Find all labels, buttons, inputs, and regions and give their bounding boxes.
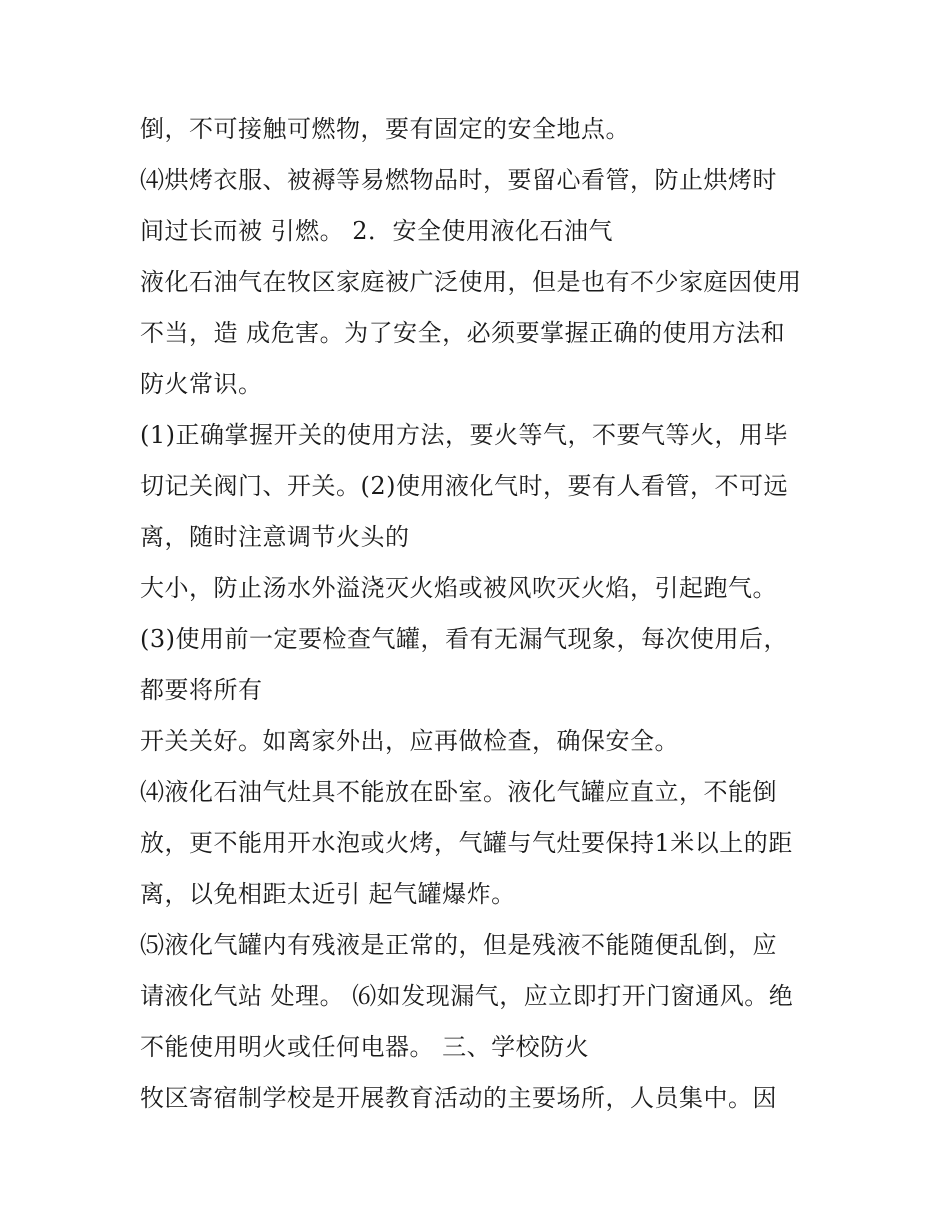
- body-text: [140, 104, 820, 1124]
- text-line: 放，更不能用开水泡或火烤，气罐与气灶要保持1米以上的距: [140, 829, 793, 857]
- text-line: 开关关好。如离家外出，应再做检查，确保安全。: [140, 727, 679, 755]
- text-line: 请液化气站 处理。 ⑹如发现漏气，应立即打开门窗通风。绝: [140, 982, 794, 1010]
- text-line: 都要将所有: [140, 676, 263, 704]
- text-line: ⑸液化气罐内有残液是正常的，但是残液不能随便乱倒，应: [140, 931, 777, 959]
- text-line: 防火常识。: [140, 370, 263, 398]
- text-line: 切记关阀门、开关。(2)使用液化气时，要有人看管，不可远: [140, 472, 788, 500]
- text-line: 不当，造 成危害。为了安全，必须要掌握正确的使用方法和: [140, 319, 786, 347]
- text-line: 牧区寄宿制学校是开展教育活动的主要场所，人员集中。因: [140, 1084, 777, 1112]
- text-line: (1)正确掌握开关的使用方法，要火等气，不要气等火，用毕: [140, 421, 788, 449]
- text-line: 液化石油气在牧区家庭被广泛使用，但是也有不少家庭因使用: [140, 268, 802, 296]
- text-line: (3)使用前一定要检查气罐，看有无漏气现象，每次使用后，: [140, 625, 788, 653]
- text-line: ⑷液化石油气灶具不能放在卧室。液化气罐应直立，不能倒: [140, 778, 777, 806]
- text-line: 离，以免相距太近引 起气罐爆炸。: [140, 880, 516, 908]
- text-line: 间过长而被 引燃。 2．安全使用液化石油气: [140, 217, 614, 245]
- text-line: 大小，防止汤水外溢浇灭火焰或被风吹灭火焰，引起跑气。: [140, 574, 777, 602]
- text-line: 不能使用明火或任何电器。 三、学校防火: [140, 1033, 590, 1061]
- text-line: ⑷烘烤衣服、被褥等易燃物品时，要留心看管，防止烘烤时: [140, 166, 777, 194]
- text-line: 倒，不可接触可燃物，要有固定的安全地点。: [140, 115, 630, 143]
- text-line: 离，随时注意调节火头的: [140, 523, 410, 551]
